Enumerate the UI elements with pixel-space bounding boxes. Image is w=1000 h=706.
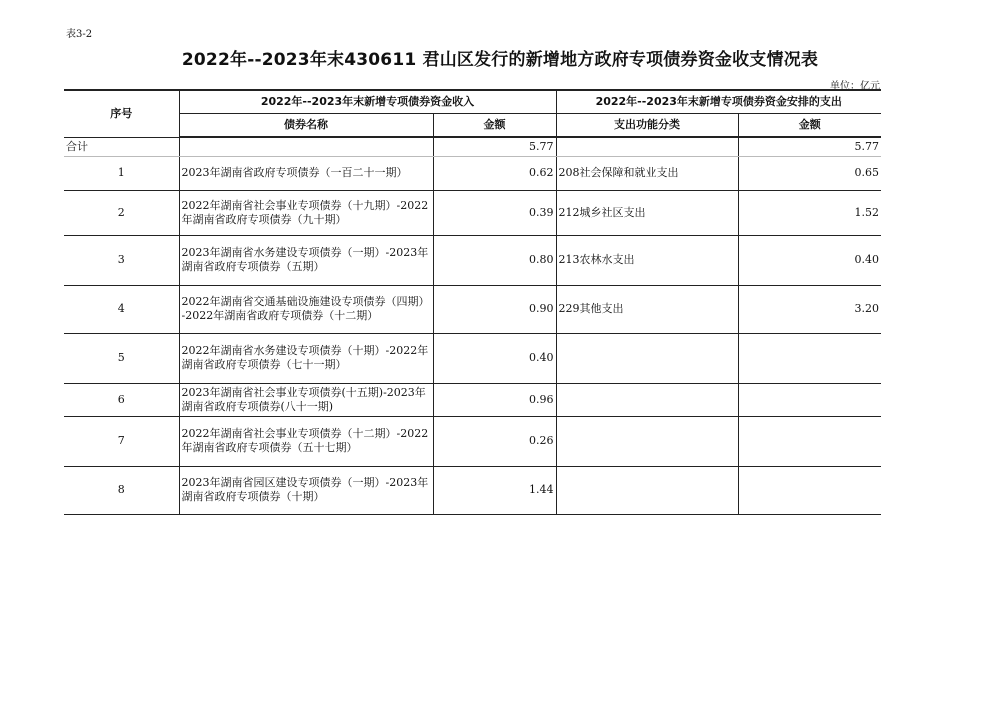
table-row (64, 416, 881, 466)
row-function-class (556, 333, 738, 383)
table-row (64, 235, 881, 285)
row-bond-name: 2023年湖南省水务建设专项债券（一期）-2023年湖南省政府专项债券（五期） (179, 235, 433, 285)
header-seq: 序号 (64, 90, 179, 137)
table-reference: 表3-2 (66, 29, 93, 40)
row-amount: 1.44 (433, 466, 556, 514)
row-function-class (556, 466, 738, 514)
debt-fund-table (64, 89, 881, 515)
row-seq: 7 (64, 416, 179, 466)
row-function-amount (738, 466, 881, 514)
row-seq: 5 (64, 333, 179, 383)
row-bond-name: 2022年湖南省社会事业专项债券（十二期）-2022年湖南省政府专项债券（五十七期） (179, 416, 433, 466)
table-row (64, 285, 881, 333)
row-function-class: 208社会保障和就业支出 (556, 156, 738, 190)
row-bond-name: 2022年湖南省社会事业专项债券（十九期）-2022年湖南省政府专项债券（九十期） (179, 190, 433, 235)
table-row (64, 190, 881, 235)
row-amount: 0.40 (433, 333, 556, 383)
row-amount: 0.80 (433, 235, 556, 285)
header-function-class: 支出功能分类 (556, 113, 738, 137)
row-seq: 2 (64, 190, 179, 235)
table-row (64, 333, 881, 383)
row-function-amount (738, 383, 881, 416)
row-function-class: 229其他支出 (556, 285, 738, 333)
table-row (64, 383, 881, 416)
total-row (64, 137, 881, 156)
row-function-amount: 1.52 (738, 190, 881, 235)
row-seq: 4 (64, 285, 179, 333)
row-function-amount (738, 416, 881, 466)
row-function-class: 212城乡社区支出 (556, 190, 738, 235)
row-bond-name: 2023年湖南省政府专项债券（一百二十一期） (179, 156, 433, 190)
row-function-amount: 3.20 (738, 285, 881, 333)
table-row (64, 156, 881, 190)
row-function-amount: 0.40 (738, 235, 881, 285)
row-function-amount: 0.65 (738, 156, 881, 190)
header-bond-name: 债券名称 (179, 113, 433, 137)
total-bond-empty (179, 137, 433, 156)
row-amount: 0.39 (433, 190, 556, 235)
row-amount: 0.96 (433, 383, 556, 416)
row-amount: 0.26 (433, 416, 556, 466)
row-bond-name: 2022年湖南省交通基础设施建设专项债券（四期）-2022年湖南省政府专项债券（十二期） (179, 285, 433, 333)
total-income: 5.77 (433, 137, 556, 156)
header-amount-expense: 金额 (738, 113, 881, 137)
unit-label: 单位：亿元 (830, 81, 880, 92)
row-function-class (556, 416, 738, 466)
total-expense: 5.77 (738, 137, 881, 156)
row-seq: 3 (64, 235, 179, 285)
header-expense-group: 2022年--2023年末新增专项债券资金安排的支出 (556, 90, 881, 113)
row-bond-name: 2023年湖南省社会事业专项债券(十五期)-2023年湖南省政府专项债券(八十一期) (179, 383, 433, 416)
row-seq: 8 (64, 466, 179, 514)
total-label: 合计 (64, 137, 179, 156)
row-amount: 0.62 (433, 156, 556, 190)
row-bond-name: 2022年湖南省水务建设专项债券（十期）-2022年湖南省政府专项债券（七十一期） (179, 333, 433, 383)
table-row (64, 466, 881, 514)
row-seq: 1 (64, 156, 179, 190)
row-function-class: 213农林水支出 (556, 235, 738, 285)
total-func-empty (556, 137, 738, 156)
row-bond-name: 2023年湖南省园区建设专项债券（一期）-2023年湖南省政府专项债券（十期） (179, 466, 433, 514)
row-seq: 6 (64, 383, 179, 416)
row-function-class (556, 383, 738, 416)
row-amount: 0.90 (433, 285, 556, 333)
header-amount: 金额 (433, 113, 556, 137)
header-income-group: 2022年--2023年末新增专项债券资金收入 (179, 90, 556, 113)
page-title: 2022年--2023年末430611 君山区发行的新增地方政府专项债券资金收支情况表 (181, 50, 819, 70)
row-function-amount (738, 333, 881, 383)
